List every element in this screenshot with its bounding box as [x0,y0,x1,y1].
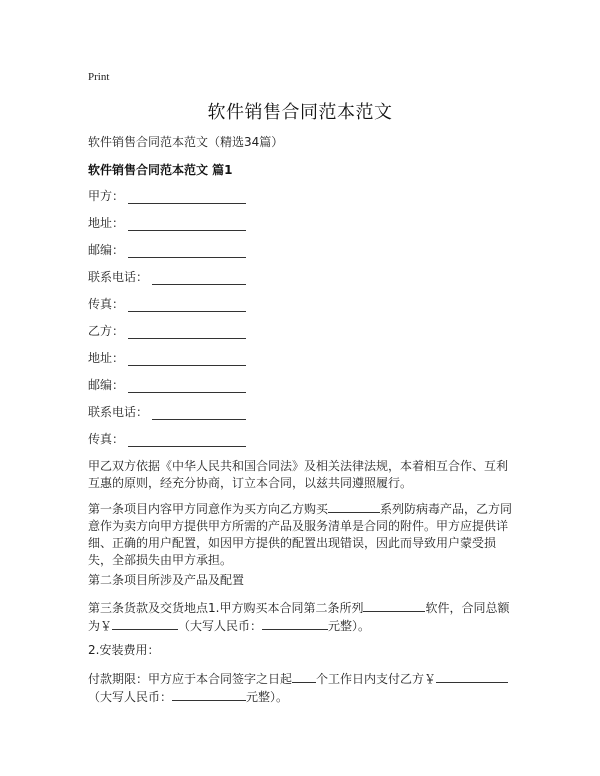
fill-in-line [128,432,246,447]
fill-in-blank [262,617,328,630]
fill-in-line [128,189,246,204]
intro-paragraph: 甲乙双方依据《中华人民共和国合同法》及相关法律法规，本着相互合作、互利互惠的原则，经充分协商，订立本合同，以兹共同遵照履行。 [88,459,509,490]
print-label: Print [88,71,110,83]
field-party-b-fax [88,429,246,447]
field-party-b-phone [88,402,246,420]
fill-in-blank [363,599,425,612]
install-fee-line: 2.安装费用： [88,643,160,657]
field-party-a-phone [88,267,246,285]
field-label: 联系电话： [88,405,149,419]
fill-in-blank [436,670,508,683]
fill-in-line [128,324,246,339]
fill-in-line [128,378,246,393]
fill-in-line [152,270,246,285]
article-3-text-3: （大写人民币： [178,619,263,633]
article-3-text: 第三条货款及交货地点1.甲方购买本合同第二条所列 [88,601,364,615]
field-label: 地址： [88,216,125,230]
field-party-b-address [88,348,246,366]
field-label: 邮编： [88,378,125,392]
fill-in-line [128,297,246,312]
field-party-a [88,186,246,204]
fill-in-line [152,405,246,420]
field-label: 邮编： [88,243,125,257]
fill-in-blank [328,500,380,513]
field-label: 传真： [88,432,125,446]
article-3-paragraph [88,599,518,635]
fill-in-line [128,351,246,366]
field-party-b-postcode [88,375,246,393]
payment-paragraph [88,670,518,706]
fill-in-blank [292,670,316,683]
payment-text-4: 元整）。 [246,690,289,704]
field-label: 地址： [88,351,125,365]
document-subtitle: 软件销售合同范本范文（精选34篇） [88,135,284,149]
fill-in-line [128,216,246,231]
field-party-a-fax [88,294,246,312]
field-party-a-postcode [88,240,246,258]
article-1-text: 第一条项目内容甲方同意作为买方向乙方购买 [88,502,329,516]
fill-in-blank [172,688,246,701]
section-heading: 软件销售合同范本范文 篇1 [88,163,233,177]
payment-text: 付款期限：甲方应于本合同签字之日起 [88,672,293,686]
article-1-paragraph [88,500,518,569]
field-label: 联系电话： [88,270,149,284]
fill-in-line [128,243,246,258]
article-3-text-2: 软件，合同总额为￥ [88,601,510,633]
field-label: 乙方： [88,324,125,338]
fill-in-blank [112,617,178,630]
payment-text-3: （大写人民币： [88,690,173,704]
field-party-b [88,321,246,339]
field-party-a-address [88,213,246,231]
document-title: 软件销售合同范本范文 [207,102,393,123]
field-label: 甲方： [88,189,125,203]
field-label: 传真： [88,297,125,311]
article-1-text-cont: 系列防病毒产品，乙方同意作为卖方向甲方提供甲方所需的产品及服务清单是合同的附件。甲方应提供详细、正确的用户配置，如因甲方提供的配置出现错误，因此而导致用户蒙受损失，全部损失由甲方承担。 [88,502,513,567]
article-2-paragraph: 第二条项目所涉及产品及配置 [88,573,245,587]
payment-text-2: 个工作日内支付乙方￥ [316,672,437,686]
article-3-text-4: 元整）。 [328,619,371,633]
